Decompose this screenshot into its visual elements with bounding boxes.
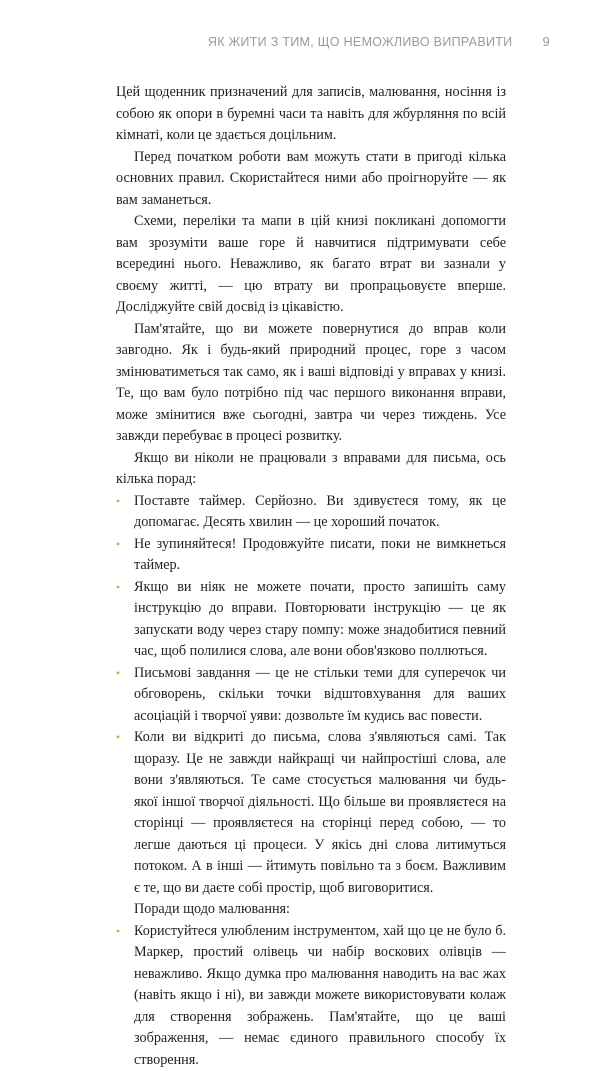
bullet-icon: •: [116, 663, 120, 685]
schemes-paragraph: Схеми, переліки та мапи в цій книзі покликані допомогти вам зрозуміти ваше горе й навчитися підтримувати себе всередині нього. Неважливо, як багато втрат ви зазнали у своєму житті, — цю втрату ви пропрацьовуєте вперше. Досліджуйте свій досвід із цікавістю.: [116, 211, 506, 319]
running-title: ЯК ЖИТИ З ТИМ, ЩО НЕМОЖЛИВО ВИПРАВИТИ: [208, 35, 513, 49]
list-item: [116, 921, 506, 1071]
list-item-text: Коли ви відкриті до письма, слова з'являються самі. Так щоразу. Це не завжди найкращі чи найпростіші слова, але вони з'являються. Те саме стосується малювання чи будь-якої іншої творчої діяльності. Що більше ви проявляєтеся на сторінці — проявляєтеся на сторінці перед собою, — то легше даються ці процеси. У якісь дні слова литимуться потоком. А в інші — йтимуть повільно та з боєм. Важливим є те, що ви даєте собі простір, щоб виговоритися.: [134, 729, 506, 896]
running-header: [208, 34, 550, 49]
rules-paragraph: Перед початком роботи вам можуть стати в пригоді кілька основних правил. Скористайтеся ними або проігноруйте — як вам заманеться.: [116, 147, 506, 212]
page-number: 9: [542, 34, 550, 49]
drawing-tips-heading: Поради щодо малювання:: [116, 899, 506, 921]
return-paragraph: Пам'ятайте, що ви можете повернутися до вправ коли завгодно. Як і будь-який природний процес, горе з часом змінюватиметься так само, як і ваші відповіді у вправах у книзі. Те, що вам було потрібно під час першого виконання вправи, може змінитися вже сьогодні, завтра чи через тиждень. Усе завжди перебуває в процесі розвитку.: [116, 319, 506, 448]
bullet-icon: •: [116, 921, 120, 943]
list-item: [116, 663, 506, 728]
list-item-text: Не зупиняйтеся! Продовжуйте писати, поки не вимкнеться таймер.: [134, 536, 506, 574]
drawing-tips-list: [116, 921, 506, 1071]
list-item-text: Письмові завдання — це не стільки теми для суперечок чи обговорень, скільки точки відштовхування для ваших асоціацій і творчої уяви: дозвольте їм кудись вас повести.: [134, 665, 506, 724]
list-item: [116, 727, 506, 899]
list-item-text: Якщо ви ніяк не можете почати, просто запишіть саму інструкцію до вправи. Повторювати інструкцію — це як запускати воду через стару помпу: може знадобитися певний час, щоб полилися слова, але вони обов'язково поллються.: [134, 579, 506, 660]
list-item-text: Поставте таймер. Серйозно. Ви здивуєтеся тому, як це допомагає. Десять хвилин — це хороший початок.: [134, 493, 506, 531]
intro-paragraph: Цей щоденник призначений для записів, малювання, носіння із собою як опори в буремні часи та навіть для жбурляння по всій кімнаті, коли це здається доцільним.: [116, 82, 506, 147]
bullet-icon: •: [116, 491, 120, 513]
bullet-icon: •: [116, 534, 120, 556]
writing-tips-intro: Якщо ви ніколи не працювали з вправами для письма, ось кілька порад:: [116, 448, 506, 491]
list-item: [116, 534, 506, 577]
writing-tips-list: [116, 491, 506, 900]
body-text: [116, 82, 506, 1071]
list-item-text: Користуйтеся улюбленим інструментом, хай що це не було б. Маркер, простий олівець чи набір воскових олівців — неважливо. Якщо думка про малювання наводить на вас жах (навіть якщо і ні), ви завжди можете використовувати колаж для створення зображень. Пам'ятайте, що це ваші зображення, — немає єдиного правильного способу їх створення.: [134, 923, 506, 1068]
list-item: [116, 577, 506, 663]
bullet-icon: •: [116, 577, 120, 599]
bullet-icon: •: [116, 727, 120, 749]
list-item: [116, 491, 506, 534]
